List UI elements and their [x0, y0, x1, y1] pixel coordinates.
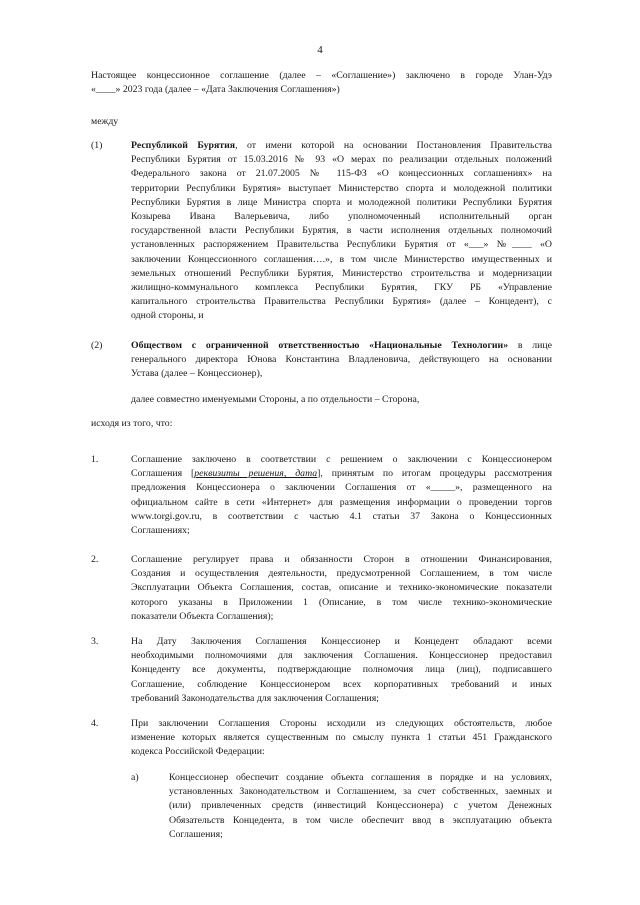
party-1-line: земельных отношений Республики Бурятия, Министерство строительства и модернизации: [131, 267, 552, 279]
party-1-line: Федерального закона от 21.07.2005 № 115-ФЗ «О концессионных соглашениях» на: [131, 168, 552, 180]
item-2-paragraph: [131, 553, 552, 624]
party-1-line-first: Республикой Бурятия, от имени которой на основании Постановления Правительства: [131, 140, 552, 151]
item-1-line: предложения Концессионера о заключении Соглашения от «_____», размещенного на: [131, 482, 552, 494]
subitem-a-line: Соглашения;: [169, 828, 223, 840]
between-word: между: [91, 116, 119, 127]
item-2-line: Создания и осуществления деятельности, предусмотренной Соглашением, в том числе: [131, 568, 552, 580]
whereas-line: исходя из того, что:: [91, 418, 173, 429]
item-2-line: которого указаны в Приложении 1 (Описание, в том числе технико-экономические: [131, 596, 552, 608]
subitem-a-paragraph: [169, 771, 552, 842]
party-1-name: Республикой Бурятия: [131, 140, 236, 151]
item-4-line: При заключении Соглашения Стороны исходили из следующих обстоятельств, любое: [131, 718, 552, 729]
party-2-paragraph: [131, 339, 552, 382]
item-3-line: Соглашение, соблюдение Концессионером всех корпоративных требований и иных: [131, 678, 552, 690]
party-2-line: Устава (далее – Концессионер),: [131, 368, 263, 380]
item-1-line: Соглашения [реквизиты решения, дата], принятым по итогам процедуры рассмотрения: [131, 468, 553, 480]
item-3-line: требований Законодательства для заключения Соглашения;: [131, 692, 379, 704]
item-4-line: изменение которых является существенным по смыслу пункта 1 статьи 451 Гражданского: [131, 732, 552, 744]
item-2-line: Соглашение регулирует права и обязанности Сторон в отношении Финансирования,: [131, 554, 552, 565]
party-1-paragraph: [131, 139, 552, 324]
intro-line: «____» 2023 года (далее – «Дата Заключения Соглашения»): [91, 84, 340, 96]
item-4-paragraph: [131, 717, 552, 760]
party-1-line: капитального строительства Правительства Республики Бурятия» (далее – Концедент), с: [131, 296, 552, 308]
item-1-number: 1.: [91, 454, 99, 465]
party-1-line: жилищно-коммунального комплекса Республики Бурятия, ГКУ РБ «Управление: [131, 282, 552, 294]
page-number: 4: [317, 44, 323, 56]
subitem-a-line: Концессионер обеспечит создание объекта соглашения в порядке и на условиях,: [169, 772, 552, 783]
party-1-line: территории Республики Бурятия» выступает Министерство спорта и молодежной политики: [131, 182, 552, 194]
item-2-number: 2.: [91, 554, 99, 565]
item-2-line: показатели Объекта Соглашения);: [131, 610, 274, 622]
party-2-line: генерального директора Юнова Константина Владленовича, действующего на основании: [131, 354, 552, 366]
party-1-line: Республики Бурятия в лице Министра спорта и молодежной политики Республики Бурятия: [131, 196, 552, 208]
subitem-a-line: Обязательств Концедента, в том числе обеспечит ввод в эксплуатацию объекта: [169, 814, 552, 826]
item-1-line: www.torgi.gov.ru, в соответствии с частью 4.1 статьи 37 Закона о Концессионных: [131, 510, 552, 522]
together-line: далее совместно именуемыми Стороны, а по отдельности – Сторона,: [131, 394, 420, 405]
party-1-line: Козырева Ивана Валерьевича, либо уполномоченный исполнительный орган: [131, 211, 552, 223]
item-3-line: Концеденту все документы, подтверждающие полномочия лица (лиц), подписавшего: [131, 664, 552, 676]
item-3-line: На Дату Заключения Соглашения Концессионер и Концедент обладают всеми: [131, 636, 552, 647]
intro-line: Настоящее концессионное соглашение (далее – «Соглашение») заключено в городе Улан-Удэ: [91, 70, 552, 81]
item-1-line: официальном сайте в сети «Интернет» для размещения информации о проведении торгов: [131, 496, 552, 508]
party-2-number: (2): [91, 340, 103, 351]
party-1-line: Республики Бурятия от 15.03.2016 № 93 «О мерах по реализации отдельных положений: [131, 154, 552, 166]
party-1-line: установленных распоряжением Правительства Республики Бурятия от «___» №____ «О: [131, 239, 552, 251]
item-2-line: Эксплуатации Объекта Соглашения, состав, описание и технико-экономические показатели: [131, 582, 552, 594]
party-2-name: Обществом с ограниченной ответственностью «Национальные Технологии»: [131, 340, 509, 351]
party-1-line: государственной власти Республики Бурятия, в части исполнения отдельных полномочий: [131, 225, 552, 237]
party-2-line-first: Обществом с ограниченной ответственностью «Национальные Технологии» в лице: [131, 340, 552, 351]
subitem-a-line: установленных Законодательством и Соглашением, за счет собственных, заемных и: [169, 786, 552, 798]
item-1-line: Соглашениях;: [131, 525, 190, 537]
item-3-line: необходимыми полномочиями для заключения Соглашения. Концессионер предоставил: [131, 650, 552, 662]
party-1-number: (1): [91, 140, 103, 151]
intro-paragraph: [91, 69, 552, 97]
placeholder-requisites: реквизиты решения, дата: [194, 468, 318, 480]
item-4-number: 4.: [91, 718, 99, 729]
item-3-paragraph: [131, 635, 552, 706]
subitem-a-line: (или) привлеченных средств (инвестиций Концессионера) с учетом Денежных: [169, 800, 552, 812]
subitem-a-number: a): [131, 772, 139, 783]
item-1-paragraph: [131, 453, 552, 538]
party-1-line: заключении Концессионного соглашения….», в том числе Министерство имущественных и: [131, 253, 552, 265]
party-1-line: одной стороны, и: [131, 310, 204, 322]
item-4-line: кодекса Российской Федерации:: [131, 746, 265, 758]
item-1-line: Соглашение заключено в соответствии с решением о заключении с Концессионером: [131, 454, 552, 465]
item-3-number: 3.: [91, 636, 99, 647]
